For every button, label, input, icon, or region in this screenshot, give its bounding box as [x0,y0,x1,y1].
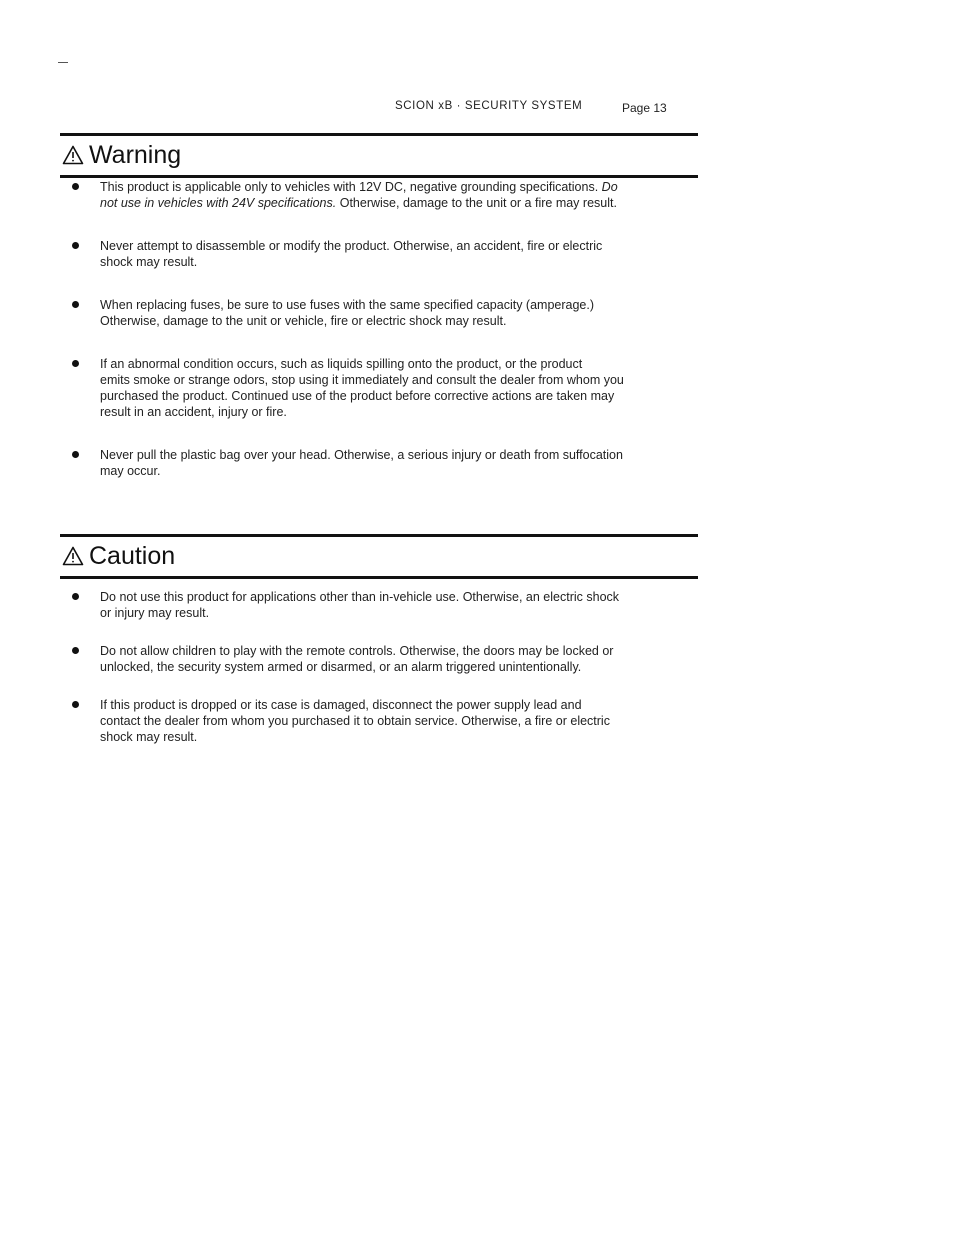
caution-title: Caution [89,541,176,570]
caution-list [60,589,700,745]
header-title: SCION xB · SECURITY SYSTEM [395,100,583,112]
list-item: Never pull the plastic bag over your head. Otherwise, a serious injury or death from suffocation may occur. [60,447,700,479]
warning-triangle-icon [62,546,84,566]
warning-title: Warning [89,140,182,169]
corner-mark [58,62,68,63]
section-rule-bottom [60,576,698,579]
list-item: If an abnormal condition occurs, such as liquids spilling onto the product, or the product emits smoke or strange odors, stop using it immediately and consult the dealer from whom you purchased the product. Continued use of the product before corrective actions are taken may result in an accident, injury or fire. [60,356,700,420]
page-number: Page 13 [622,101,667,115]
page-header [0,100,960,120]
bullet-dot-icon [72,451,79,458]
list-item: When replacing fuses, be sure to use fuses with the same specified capacity (amperage.) Otherwise, damage to the unit or vehicle, fire or electric shock may result. [60,297,700,329]
list-item: This product is applicable only to vehicles with 12V DC, negative grounding specifications. Do not use in vehicles with 24V specifications. Otherwise, damage to the unit or a fire may result. [60,179,700,211]
bullet-dot-icon [72,593,79,600]
bullet-dot-icon [72,301,79,308]
bullet-dot-icon [72,360,79,367]
bullet-dot-icon [72,701,79,708]
warning-triangle-icon [62,145,84,165]
section-rule-top [60,534,698,537]
bullet-dot-icon [72,647,79,654]
bullet-dot-icon [72,183,79,190]
warning-heading [62,139,181,171]
caution-heading [62,540,175,572]
bullet-dot-icon [72,242,79,249]
warning-list [60,179,700,479]
list-item: If this product is dropped or its case is damaged, disconnect the power supply lead and contact the dealer from whom you purchased it to obtain service. Otherwise, a fire or electric shock may result. [60,697,700,745]
list-item: Never attempt to disassemble or modify the product. Otherwise, an accident, fire or electric shock may result. [60,238,700,270]
section-rule-bottom [60,175,698,178]
list-item: Do not use this product for applications other than in-vehicle use. Otherwise, an electric shock or injury may result. [60,589,700,621]
list-item: Do not allow children to play with the remote controls. Otherwise, the doors may be locked or unlocked, the security system armed or disarmed, or an alarm triggered unintentionally. [60,643,700,675]
section-rule-top [60,133,698,136]
